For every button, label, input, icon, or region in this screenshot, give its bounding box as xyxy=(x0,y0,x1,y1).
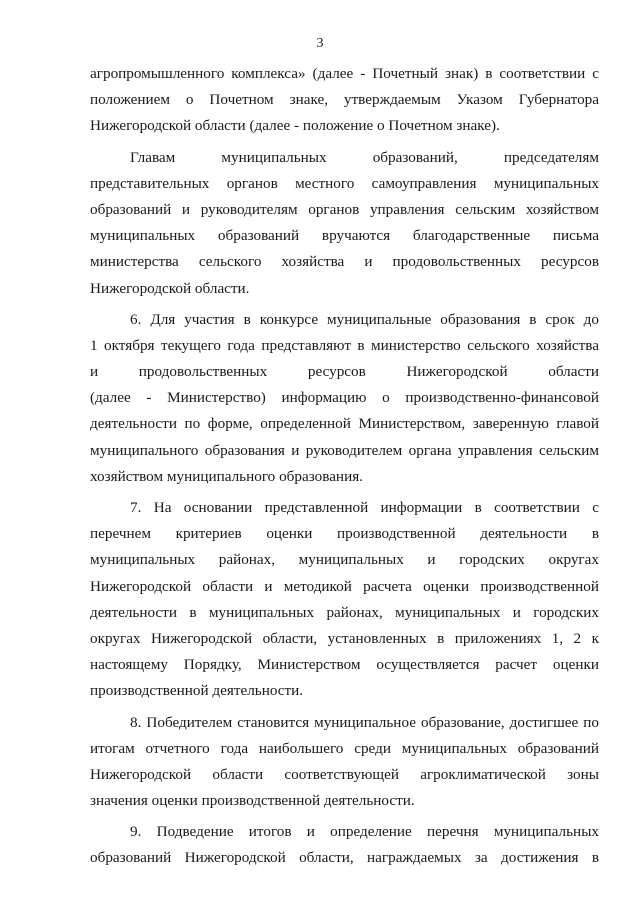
text-line: образований и руководителям органов управления сельским хозяйством xyxy=(90,200,599,218)
text-line: образований Нижегородской области, награждаемых за достижения в xyxy=(90,849,599,867)
text-line: положением о Почетном знаке, утверждаемым Указом Губернатора xyxy=(90,91,599,109)
text-line: перечнем критериев оценки производственной деятельности в xyxy=(90,525,599,543)
text-line: Нижегородской области (далее - положение о Почетном знаке). xyxy=(90,117,500,135)
paragraph-item-7 xyxy=(90,495,599,705)
text-line: Главам муниципальных образований, председателям xyxy=(130,148,599,166)
text-line: деятельности в муниципальных районах, муниципальных и городских xyxy=(90,603,599,621)
text-line: муниципальных образований вручаются благодарственные письма xyxy=(90,227,599,245)
paragraph-item-8 xyxy=(90,710,599,815)
text-line: и продовольственных ресурсов Нижегородской области xyxy=(90,363,599,381)
text-line: округах Нижегородской области, установленных в приложениях 1, 2 к xyxy=(90,629,599,647)
text-line: производственной деятельности. xyxy=(90,682,304,700)
text-line: значения оценки производственной деятельности. xyxy=(90,792,415,810)
paragraph-item-9 xyxy=(90,819,599,871)
text-line: представительных органов местного самоуправления муниципальных xyxy=(90,174,599,192)
text-line: Нижегородской области и методикой расчета оценки производственной xyxy=(90,577,599,595)
text-line: агропромышленного комплекса» (далее - Почетный знак) в соответствии с xyxy=(90,65,599,82)
text-line: деятельности по форме, определенной Министерством, заверенную главой xyxy=(90,415,599,433)
text-line: хозяйством муниципального образования. xyxy=(90,467,363,485)
page-number: 3 xyxy=(316,36,324,51)
document-body xyxy=(90,61,599,877)
text-line: муниципальных районах, муниципальных и городских округах xyxy=(90,551,599,569)
text-line: министерства сельского хозяйства и продовольственных ресурсов xyxy=(90,253,599,271)
text-line: 1 октября текущего года представляют в министерство сельского хозяйства xyxy=(90,336,599,354)
text-line: итогам отчетного года наибольшего среди муниципальных образований xyxy=(90,739,599,757)
text-line: Нижегородской области. xyxy=(90,279,250,297)
paragraph-continuation xyxy=(90,61,599,140)
text-line: (далее - Министерство) информацию о производственно-финансовой xyxy=(90,389,599,407)
text-line: 8. Победителем становится муниципальное образование, достигшее по xyxy=(130,713,599,731)
text-line: настоящему Порядку, Министерством осуществляется расчет оценки xyxy=(90,656,599,674)
text-line: Нижегородской области соответствующей агроклиматической зоны xyxy=(90,765,599,783)
text-line: 9. Подведение итогов и определение перечня муниципальных xyxy=(130,823,599,841)
text-line: 7. На основании представленной информации в соответствии с xyxy=(130,499,599,516)
text-line: муниципального образования и руководителем органа управления сельским xyxy=(90,441,599,459)
paragraph-awards-letters xyxy=(90,145,599,302)
paragraph-item-6 xyxy=(90,307,599,490)
text-line: 6. Для участия в конкурсе муниципальные образования в срок до xyxy=(130,310,599,328)
